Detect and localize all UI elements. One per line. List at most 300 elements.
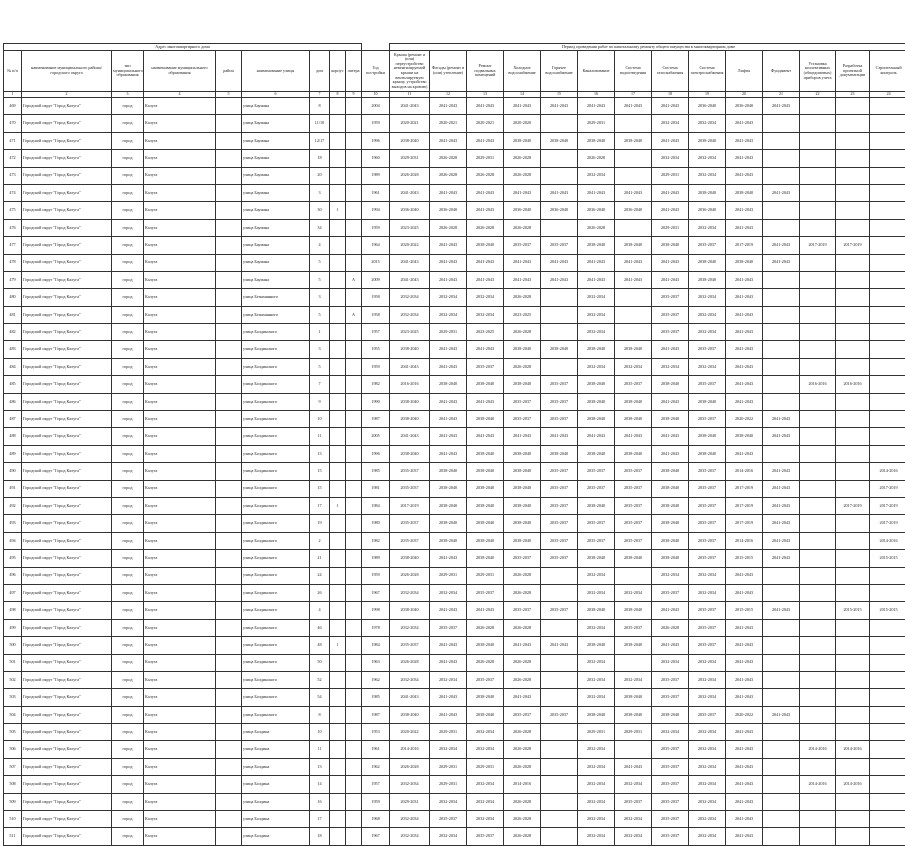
table-cell: 2023-2025 bbox=[467, 324, 504, 341]
table-cell: город bbox=[112, 654, 144, 671]
table-cell bbox=[800, 480, 836, 497]
table-cell: 2041-2043 bbox=[430, 428, 467, 445]
table-cell: 2041-2043 bbox=[578, 428, 615, 445]
table-cell: Калуга bbox=[144, 271, 216, 288]
table-cell: 499 bbox=[4, 619, 22, 636]
table-cell bbox=[836, 637, 870, 654]
table-cell bbox=[800, 358, 836, 375]
table-cell bbox=[346, 758, 362, 775]
table-cell bbox=[870, 706, 905, 723]
table-cell: 2035-2037 bbox=[430, 811, 467, 828]
column-number: 14 bbox=[504, 92, 541, 98]
table-cell: 2035-2037 bbox=[390, 532, 430, 549]
table-cell: 502 bbox=[4, 671, 22, 688]
table-cell bbox=[870, 637, 905, 654]
table-cell: город bbox=[112, 358, 144, 375]
table-cell bbox=[836, 98, 870, 115]
table-cell: 2041-2043 bbox=[467, 341, 504, 358]
column-number: 21 bbox=[763, 92, 800, 98]
table-cell bbox=[346, 393, 362, 410]
table-cell: 480 bbox=[4, 289, 22, 306]
table-cell: 2038-2040 bbox=[390, 550, 430, 567]
table-cell: 2035-2037 bbox=[652, 811, 689, 828]
table-cell: улица Болдина bbox=[242, 811, 310, 828]
table-cell bbox=[216, 671, 242, 688]
table-cell bbox=[836, 202, 870, 219]
capital-repair-table bbox=[3, 43, 905, 846]
table-cell: город bbox=[112, 480, 144, 497]
column-number: 19 bbox=[689, 92, 726, 98]
table-cell: 2032-2034 bbox=[689, 811, 726, 828]
table-cell: 2020-2021 bbox=[390, 115, 430, 132]
table-cell: 2026-2028 bbox=[504, 828, 541, 845]
table-cell: город bbox=[112, 463, 144, 480]
table-cell: 2041-2043 bbox=[615, 758, 652, 775]
table-cell bbox=[216, 219, 242, 236]
table-row bbox=[4, 706, 905, 723]
table-cell bbox=[615, 167, 652, 184]
table-cell: 2038-2040 bbox=[541, 132, 578, 149]
table-cell: 2041-2043 bbox=[390, 184, 430, 201]
table-cell bbox=[216, 271, 242, 288]
table-cell: 2026-2028 bbox=[504, 584, 541, 601]
table-cell: Калуга bbox=[144, 706, 216, 723]
table-cell: 2032-2034 bbox=[689, 324, 726, 341]
table-cell bbox=[836, 532, 870, 549]
table-cell bbox=[216, 828, 242, 845]
table-cell: Городской округ "Город Калуга" bbox=[22, 654, 112, 671]
column-header: Крыша (ремонт и (или) переустройство невентилируемой крыши на вентилируемую крышу, устройство выходов на кровлю) bbox=[390, 51, 430, 92]
table-cell bbox=[330, 237, 346, 254]
table-cell: 2041-2043 bbox=[763, 463, 800, 480]
table-cell bbox=[870, 376, 905, 393]
table-cell: 2032-2034 bbox=[578, 776, 615, 793]
table-row bbox=[4, 306, 905, 323]
table-cell: 475 bbox=[4, 202, 22, 219]
table-cell bbox=[330, 324, 346, 341]
table-cell bbox=[216, 497, 242, 514]
table-cell: Городской округ "Город Калуга" bbox=[22, 480, 112, 497]
column-number: 23 bbox=[836, 92, 870, 98]
table-cell: Калуга bbox=[144, 428, 216, 445]
table-cell: 2026-2028 bbox=[430, 150, 467, 167]
table-cell: улица Баумана bbox=[242, 219, 310, 236]
table-cell: 2032-2034 bbox=[652, 724, 689, 741]
table-cell bbox=[216, 358, 242, 375]
table-cell: Городской округ "Город Калуга" bbox=[22, 811, 112, 828]
table-cell: 2032-2034 bbox=[615, 828, 652, 845]
table-row bbox=[4, 776, 905, 793]
table-cell: 2041-2043 bbox=[726, 654, 763, 671]
table-cell: 2035-2037 bbox=[504, 602, 541, 619]
table-cell bbox=[216, 550, 242, 567]
table-cell: 2017-2019 bbox=[390, 497, 430, 514]
table-cell: 2032-2034 bbox=[652, 654, 689, 671]
table-cell bbox=[870, 202, 905, 219]
table-cell: улица Болдинского bbox=[242, 602, 310, 619]
table-cell: 472 bbox=[4, 150, 22, 167]
table-cell: Калуга bbox=[144, 463, 216, 480]
table-cell: 2035-2037 bbox=[689, 480, 726, 497]
table-cell: 2035-2037 bbox=[652, 776, 689, 793]
table-cell: улица Болдинского bbox=[242, 428, 310, 445]
table-cell: Городской округ "Город Калуга" bbox=[22, 150, 112, 167]
table-cell: Калуга bbox=[144, 184, 216, 201]
table-cell bbox=[330, 428, 346, 445]
table-cell bbox=[346, 532, 362, 549]
table-row bbox=[4, 393, 905, 410]
table-cell: 2038-2040 bbox=[504, 463, 541, 480]
table-cell: 2041-2043 bbox=[763, 497, 800, 514]
table-cell: А bbox=[346, 271, 362, 288]
table-cell: 2014-2016 bbox=[504, 776, 541, 793]
table-cell bbox=[800, 271, 836, 288]
table-cell bbox=[763, 306, 800, 323]
table-cell: 2035-2037 bbox=[615, 376, 652, 393]
table-cell bbox=[763, 115, 800, 132]
table-cell: 3 bbox=[310, 184, 330, 201]
table-cell bbox=[836, 428, 870, 445]
table-cell: Городской округ "Город Калуга" bbox=[22, 532, 112, 549]
table-cell bbox=[216, 724, 242, 741]
table-cell: город bbox=[112, 306, 144, 323]
table-cell bbox=[836, 584, 870, 601]
column-header: тип муниципального образования bbox=[112, 51, 144, 92]
table-cell: 2041-2043 bbox=[467, 202, 504, 219]
table-cell: Калуга bbox=[144, 358, 216, 375]
table-cell: Калуга bbox=[144, 741, 216, 758]
table-cell bbox=[330, 602, 346, 619]
table-cell: город bbox=[112, 671, 144, 688]
table-cell: 2032-2034 bbox=[689, 741, 726, 758]
table-cell: 469 bbox=[4, 98, 22, 115]
table-cell bbox=[800, 654, 836, 671]
table-cell: 495 bbox=[4, 550, 22, 567]
table-cell: 2041-2043 bbox=[578, 98, 615, 115]
table-cell: Городской округ "Город Калуга" bbox=[22, 289, 112, 306]
table-cell bbox=[216, 184, 242, 201]
table-cell: 2041-2043 bbox=[763, 411, 800, 428]
table-cell bbox=[836, 254, 870, 271]
table-cell: 2 bbox=[310, 532, 330, 549]
table-cell: 470 bbox=[4, 115, 22, 132]
column-header: район bbox=[216, 51, 242, 92]
table-row bbox=[4, 602, 905, 619]
table-row bbox=[4, 115, 905, 132]
table-cell: Калуга bbox=[144, 654, 216, 671]
table-cell bbox=[800, 550, 836, 567]
table-cell bbox=[541, 741, 578, 758]
table-cell: 2041-2043 bbox=[726, 637, 763, 654]
table-row bbox=[4, 532, 905, 549]
table-cell bbox=[330, 98, 346, 115]
column-header: Установка коллективных (общедомовых) приборов учета bbox=[800, 51, 836, 92]
table-cell bbox=[541, 758, 578, 775]
table-cell: 2014-2016 bbox=[800, 741, 836, 758]
table-cell: улица Болдинского bbox=[242, 550, 310, 567]
table-cell: Калуга bbox=[144, 793, 216, 810]
table-row bbox=[4, 428, 905, 445]
table-row bbox=[4, 445, 905, 462]
table-cell: 2038-2040 bbox=[652, 550, 689, 567]
table-cell: 1982 bbox=[362, 376, 390, 393]
table-cell bbox=[346, 619, 362, 636]
table-cell bbox=[541, 619, 578, 636]
table-cell: 2041-2043 bbox=[726, 724, 763, 741]
table-cell bbox=[836, 358, 870, 375]
table-cell: 2038-2040 bbox=[467, 237, 504, 254]
table-cell: 2035-2037 bbox=[652, 671, 689, 688]
table-cell bbox=[800, 584, 836, 601]
table-cell: 2035-2037 bbox=[578, 515, 615, 532]
table-cell: 2041-2043 bbox=[390, 428, 430, 445]
table-cell: 1 bbox=[330, 637, 346, 654]
table-cell: город bbox=[112, 98, 144, 115]
table-cell: 2032-2034 bbox=[689, 115, 726, 132]
table-cell bbox=[836, 811, 870, 828]
table-cell bbox=[870, 671, 905, 688]
table-cell: 2038-2040 bbox=[652, 532, 689, 549]
table-cell: 2032-2034 bbox=[467, 793, 504, 810]
table-cell: 506 bbox=[4, 741, 22, 758]
table-cell: Городской округ "Город Калуга" bbox=[22, 428, 112, 445]
table-cell: 1994 bbox=[362, 202, 390, 219]
table-cell bbox=[763, 289, 800, 306]
table-cell bbox=[216, 411, 242, 428]
table-cell: 2038-2040 bbox=[467, 515, 504, 532]
table-cell: город bbox=[112, 428, 144, 445]
table-row bbox=[4, 758, 905, 775]
table-cell: 2041-2043 bbox=[578, 184, 615, 201]
table-cell: Калуга bbox=[144, 811, 216, 828]
table-cell: 496 bbox=[4, 567, 22, 584]
table-cell: 2032-2034 bbox=[578, 306, 615, 323]
table-cell bbox=[346, 237, 362, 254]
table-cell: 2026-2028 bbox=[504, 793, 541, 810]
table-cell bbox=[836, 289, 870, 306]
table-cell bbox=[763, 671, 800, 688]
table-cell: 2038-2040 bbox=[726, 428, 763, 445]
table-cell: 3 bbox=[310, 289, 330, 306]
table-cell: 2032-2034 bbox=[652, 567, 689, 584]
table-cell: 2041-2043 bbox=[467, 271, 504, 288]
table-cell: 2041-2043 bbox=[504, 637, 541, 654]
table-cell bbox=[216, 341, 242, 358]
table-cell bbox=[870, 411, 905, 428]
column-number: 3 bbox=[112, 92, 144, 98]
table-cell bbox=[216, 480, 242, 497]
table-cell: Калуга bbox=[144, 393, 216, 410]
table-cell bbox=[763, 758, 800, 775]
table-cell bbox=[870, 271, 905, 288]
table-cell: 2041-2043 bbox=[430, 637, 467, 654]
table-row bbox=[4, 550, 905, 567]
table-cell bbox=[763, 567, 800, 584]
table-cell: 476 bbox=[4, 219, 22, 236]
table-cell bbox=[216, 584, 242, 601]
table-cell: 1953 bbox=[362, 724, 390, 741]
table-cell: 2038-2040 bbox=[467, 463, 504, 480]
table-cell: 2041-2043 bbox=[430, 237, 467, 254]
table-cell: 2038-2040 bbox=[430, 376, 467, 393]
table-cell: 2032-2034 bbox=[578, 584, 615, 601]
table-cell: улица Болдина bbox=[242, 724, 310, 741]
table-cell: 2038-2040 bbox=[578, 393, 615, 410]
table-cell: 2014-2016 bbox=[836, 776, 870, 793]
table-cell bbox=[330, 254, 346, 271]
table-cell: 2038-2040 bbox=[652, 706, 689, 723]
column-header: Система водоотведения bbox=[615, 51, 652, 92]
column-number: 5 bbox=[216, 92, 242, 98]
table-cell: 1981 bbox=[362, 480, 390, 497]
table-cell bbox=[346, 411, 362, 428]
table-cell: 2032-2034 bbox=[689, 219, 726, 236]
table-cell: город bbox=[112, 706, 144, 723]
table-cell: 2032-2034 bbox=[578, 741, 615, 758]
table-cell: 2032-2034 bbox=[689, 567, 726, 584]
column-number: 13 bbox=[467, 92, 504, 98]
table-cell: 2026-2028 bbox=[430, 167, 467, 184]
table-cell bbox=[216, 306, 242, 323]
table-cell: 2041-2043 bbox=[467, 184, 504, 201]
table-cell: Городской округ "Город Калуга" bbox=[22, 202, 112, 219]
table-cell bbox=[330, 515, 346, 532]
table-cell bbox=[615, 324, 652, 341]
table-cell: 2020-2022 bbox=[390, 237, 430, 254]
table-cell: 3 bbox=[310, 341, 330, 358]
table-cell: 2035-2037 bbox=[390, 515, 430, 532]
table-cell: 2032-2034 bbox=[390, 776, 430, 793]
table-cell: 2026-2028 bbox=[390, 167, 430, 184]
table-cell: 2035-2037 bbox=[689, 619, 726, 636]
table-cell: 2041-2043 bbox=[726, 776, 763, 793]
table-cell: 13 bbox=[310, 758, 330, 775]
table-cell: улица Баумана bbox=[242, 167, 310, 184]
table-cell: 2029-2031 bbox=[652, 167, 689, 184]
table-cell: Городской округ "Город Калуга" bbox=[22, 550, 112, 567]
table-cell: 2041-2043 bbox=[615, 98, 652, 115]
table-cell: Городской округ "Город Калуга" bbox=[22, 324, 112, 341]
table-cell: улица Болдинского bbox=[242, 324, 310, 341]
table-cell: Городской округ "Город Калуга" bbox=[22, 237, 112, 254]
table-cell: город bbox=[112, 532, 144, 549]
column-header: Ремонт подвальных помещений bbox=[467, 51, 504, 92]
table-cell: 18 bbox=[310, 828, 330, 845]
table-cell bbox=[541, 115, 578, 132]
table-cell: 2026-2028 bbox=[504, 811, 541, 828]
table-cell bbox=[836, 828, 870, 845]
table-cell: 2041-2043 bbox=[652, 271, 689, 288]
table-cell: Городской округ "Город Калуга" bbox=[22, 411, 112, 428]
table-cell: 2038-2040 bbox=[390, 393, 430, 410]
table-cell: 2032-2034 bbox=[689, 358, 726, 375]
table-cell bbox=[216, 289, 242, 306]
table-cell bbox=[800, 306, 836, 323]
table-cell: 2038-2040 bbox=[615, 341, 652, 358]
table-cell: 7 bbox=[310, 376, 330, 393]
table-cell bbox=[836, 132, 870, 149]
table-cell bbox=[870, 324, 905, 341]
table-cell: город bbox=[112, 741, 144, 758]
table-cell bbox=[870, 428, 905, 445]
table-cell: 2026-2028 bbox=[504, 654, 541, 671]
table-cell: улица Баумана bbox=[242, 150, 310, 167]
table-cell: 2017-2019 bbox=[836, 237, 870, 254]
table-cell: 2041-2043 bbox=[763, 480, 800, 497]
table-cell: 2032-2034 bbox=[652, 150, 689, 167]
table-cell: 2035-2037 bbox=[467, 671, 504, 688]
table-cell: Городской округ "Город Калуга" bbox=[22, 306, 112, 323]
table-cell: 2041-2043 bbox=[430, 358, 467, 375]
table-cell: 2035-2037 bbox=[541, 602, 578, 619]
table-cell: 509 bbox=[4, 793, 22, 810]
table-cell bbox=[800, 637, 836, 654]
table-cell: 2038-2040 bbox=[615, 445, 652, 462]
table-cell: 2032-2034 bbox=[615, 584, 652, 601]
table-cell: 2038-2040 bbox=[689, 445, 726, 462]
table-cell: 34 bbox=[310, 219, 330, 236]
table-cell bbox=[346, 132, 362, 149]
table-cell: 10 bbox=[310, 411, 330, 428]
table-cell: 1958 bbox=[362, 289, 390, 306]
table-cell: 2032-2034 bbox=[467, 289, 504, 306]
table-cell: 2035-2037 bbox=[689, 411, 726, 428]
table-cell bbox=[346, 219, 362, 236]
table-cell: 2032-2034 bbox=[689, 758, 726, 775]
table-cell: 492 bbox=[4, 497, 22, 514]
table-cell: 2004 bbox=[362, 98, 390, 115]
table-cell: 2026-2028 bbox=[504, 324, 541, 341]
table-cell bbox=[330, 289, 346, 306]
table-cell: 2041-2043 bbox=[430, 550, 467, 567]
table-row bbox=[4, 132, 905, 149]
table-cell: 2041-2043 bbox=[390, 358, 430, 375]
table-cell: Калуга bbox=[144, 671, 216, 688]
table-cell bbox=[836, 341, 870, 358]
table-cell: 2017-2019 bbox=[726, 237, 763, 254]
table-cell: 2038-2040 bbox=[578, 550, 615, 567]
table-cell: 474 bbox=[4, 184, 22, 201]
table-cell bbox=[763, 341, 800, 358]
table-cell: 2038-2040 bbox=[652, 515, 689, 532]
table-cell bbox=[541, 584, 578, 601]
table-row bbox=[4, 271, 905, 288]
table-cell: 2035-2037 bbox=[541, 463, 578, 480]
table-cell: 2017-2019 bbox=[726, 480, 763, 497]
table-cell: Калуга bbox=[144, 98, 216, 115]
table-cell: улица Болдинского bbox=[242, 376, 310, 393]
table-cell: 479 bbox=[4, 271, 22, 288]
table-cell: улица Болдинского bbox=[242, 619, 310, 636]
table-cell: 2041-2043 bbox=[615, 428, 652, 445]
table-cell bbox=[615, 115, 652, 132]
table-cell: 2041-2043 bbox=[504, 428, 541, 445]
table-cell: 2026-2028 bbox=[578, 219, 615, 236]
table-cell: улица Болдинского bbox=[242, 654, 310, 671]
table-row bbox=[4, 741, 905, 758]
table-cell: 2032-2034 bbox=[578, 324, 615, 341]
table-row bbox=[4, 254, 905, 271]
table-cell: город bbox=[112, 184, 144, 201]
table-cell: Калуга bbox=[144, 828, 216, 845]
table-cell: Калуга bbox=[144, 602, 216, 619]
table-cell bbox=[800, 428, 836, 445]
table-cell: город bbox=[112, 237, 144, 254]
table-cell: город bbox=[112, 567, 144, 584]
table-cell: 1982 bbox=[362, 532, 390, 549]
table-cell bbox=[541, 567, 578, 584]
table-cell bbox=[763, 654, 800, 671]
